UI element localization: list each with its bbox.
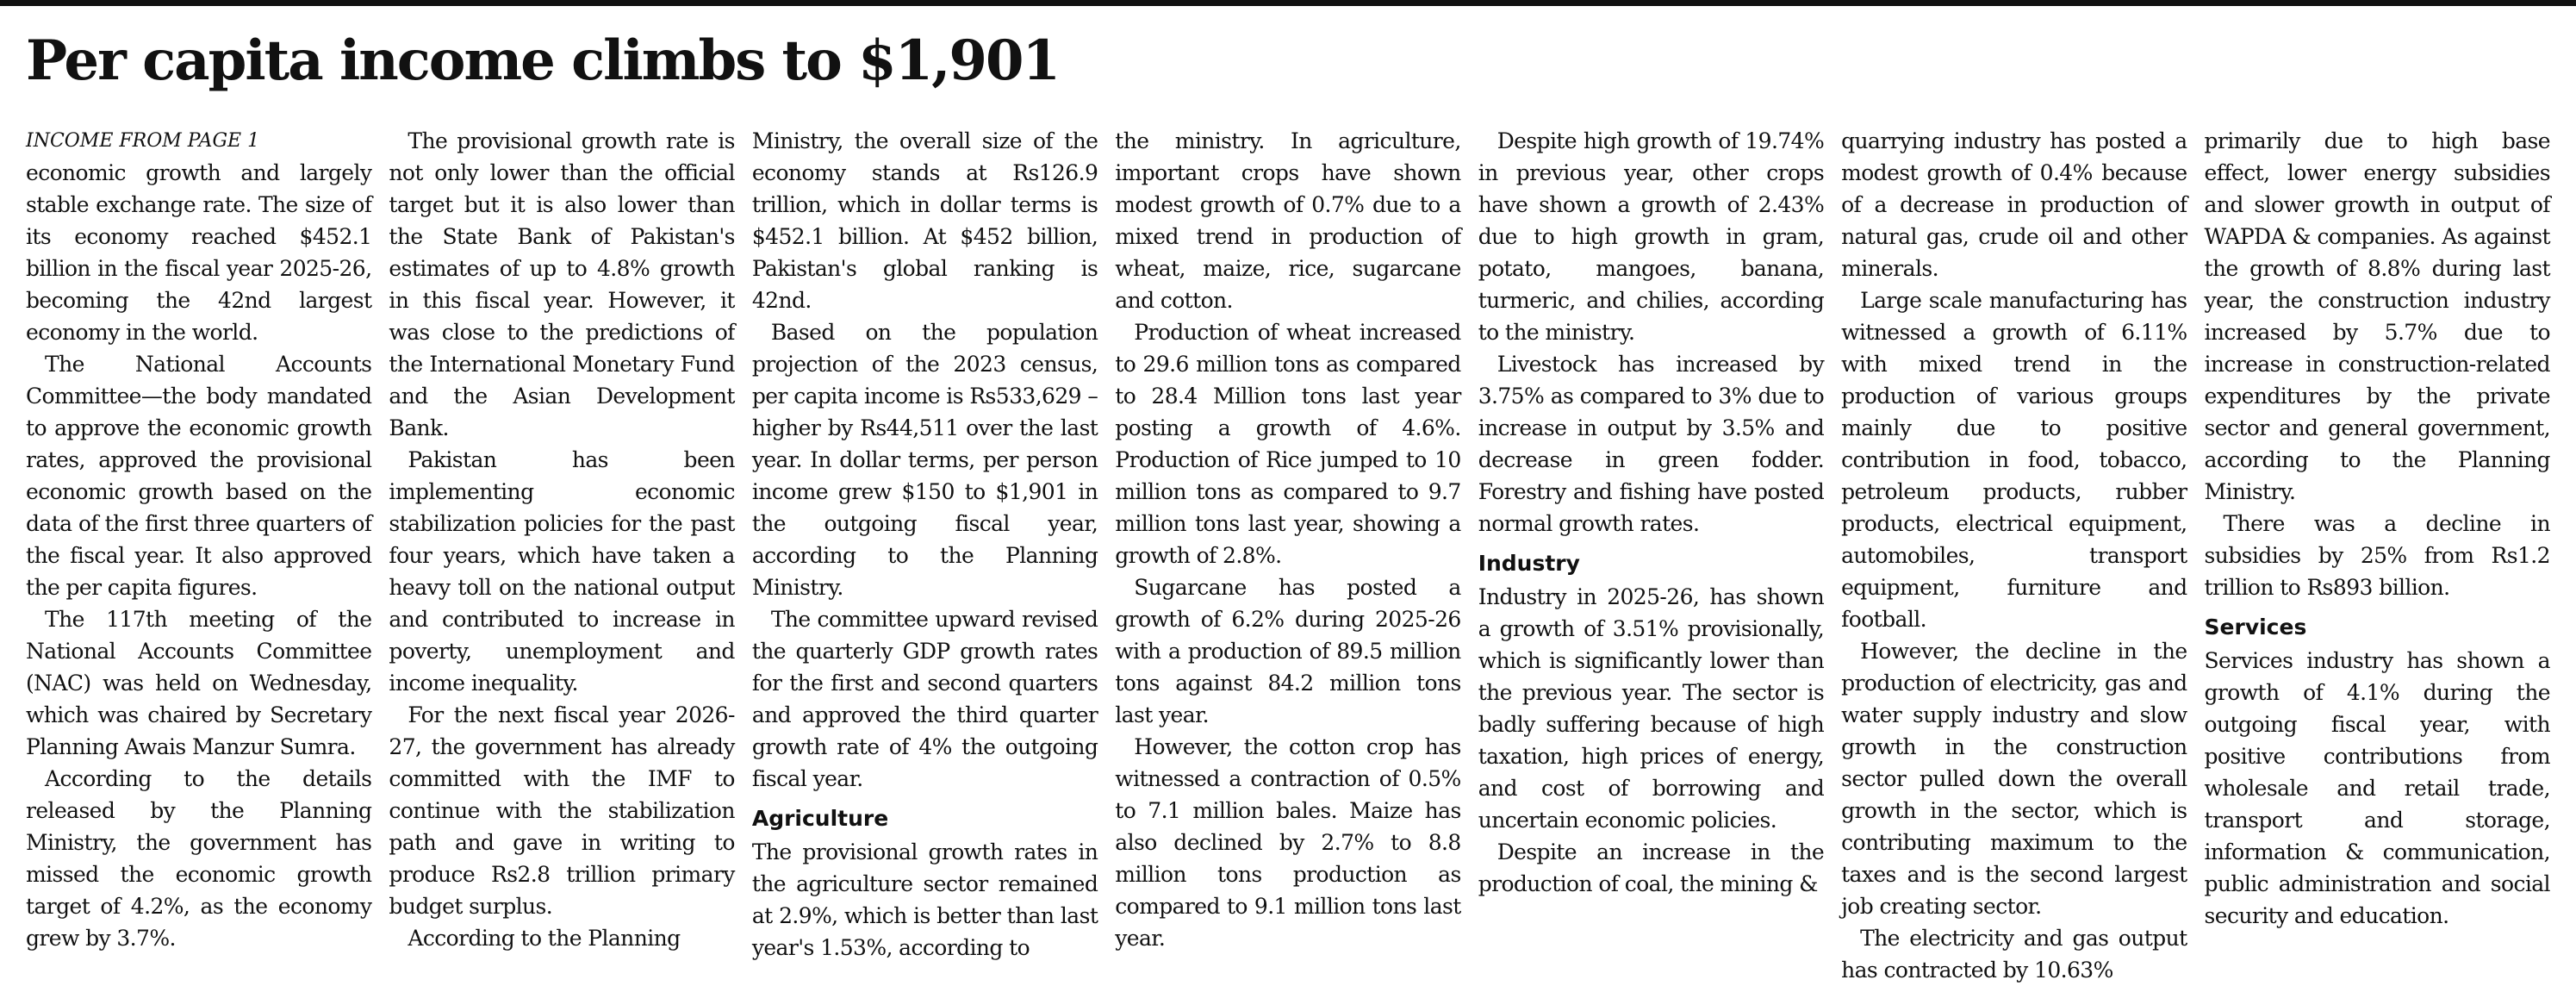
article-paragraph: Production of wheat increased to 29.6 million tons as compared to 28.4 Million tons last year posting a growth of 4.6%. Production of Rice jumped to 10 million tons as compared to 9.7 million tons last year, showing a growth of 2.8%. — [1115, 320, 1461, 568]
article-paragraph: The committee upward revised the quarterly GDP growth rates for the first and second quarters and approved the third quarter growth rate of 4% the outgoing fiscal year. — [751, 607, 1098, 791]
article-column-2 — [389, 125, 735, 951]
article-column-6 — [1841, 125, 2187, 983]
headline: Per capita income climbs to $1,901 — [26, 28, 1059, 93]
article-paragraph: the ministry. In agriculture, important crops have shown modest growth of 0.7% due to a mixed trend in production of wheat, maize, rice, sugarcane and cotton. — [1115, 128, 1461, 313]
article-column-4 — [1115, 125, 1461, 951]
article-paragraph: There was a decline in subsidies by 25% from Rs1.2 trillion to Rs893 billion. — [2204, 511, 2550, 600]
article-paragraph: The provisional growth rates in the agriculture sector remained at 2.9%, which is better than last year's 1.53%, according to — [751, 839, 1098, 960]
top-rule — [0, 0, 2576, 6]
article-paragraph: Services industry has shown a growth of 4.1% during the outgoing fiscal year, with positive contributions from wholesale and retail trade, transport and storage, information & communication, public administration and social security and education. — [2204, 648, 2550, 928]
article-paragraph: Based on the population projection of the 2023 census, per capita income is Rs533,629 – higher by Rs44,511 over the last year. In dollar terms, per person income grew $150 to $1,901 in the outgoing fiscal year, according to the Planning Ministry. — [751, 320, 1098, 600]
article-columns — [26, 125, 2550, 983]
section-subhead: Services — [2204, 615, 2307, 640]
article-paragraph: Large scale manufacturing has witnessed a growth of 6.11% with mixed trend in the production of various groups mainly due to positive contribution in food, tobacco, petroleum products, rubber products, electrical equipment, automobiles, transport equipment, furniture and football. — [1841, 288, 2187, 632]
article-paragraph: Sugarcane has posted a growth of 6.2% during 2025-26 with a production of 89.5 million tons against 84.2 million tons last year. — [1115, 575, 1461, 727]
article-column-3 — [751, 125, 1098, 960]
article-paragraph: The National Accounts Committee—the body mandated to approve the economic growth rates, approved the provisional economic growth based on the data of the first three quarters of the fiscal year. It also approved the per capita figures. — [26, 352, 372, 600]
article-paragraph: Industry in 2025-26, has shown a growth of 3.51% provisionally, which is significantly lower than the previous year. The sector is badly suffering because of high taxation, high prices of energy, and cost of borrowing and uncertain economic policies. — [1478, 584, 1825, 833]
article-paragraph: Ministry, the overall size of the economy stands at Rs126.9 trillion, which in dollar terms is $452.1 billion. At $452 billion, Pakistan's global ranking is 42nd. — [751, 128, 1098, 313]
article-column-5 — [1478, 125, 1824, 918]
article-paragraph: However, the decline in the production of electricity, gas and water supply industry and slow growth in the construction sector pulled down the overall growth in the sector, which is contributing maximum to the taxes and is the second largest job creating sector. — [1841, 639, 2187, 919]
article-paragraph: The electricity and gas output has contracted by 10.63% — [1841, 926, 2187, 983]
article-paragraph: Despite an increase in the production of coal, the mining & — [1478, 839, 1825, 896]
section-subhead: Agriculture — [751, 806, 889, 831]
article-column-7 — [2204, 125, 2550, 928]
article-paragraph: Livestock has increased by 3.75% as compared to 3% due to increase in output by 3.5% and decrease in green fodder. Forestry and fishing have posted normal growth rates. — [1478, 352, 1825, 536]
article-paragraph: The 117th meeting of the National Accounts Committee (NAC) was held on Wednesday, which was chaired by Secretary Planning Awais Manzur Sumra. — [26, 607, 372, 759]
article-paragraph: Despite high growth of 19.74% in previous year, other crops have shown a growth of 2.43% due to high growth in gram, potato, mangoes, banana, turmeric, and chilies, according to the ministry. — [1478, 128, 1825, 345]
article-paragraph: Pakistan has been implementing economic stabilization policies for the past four years, which have taken a heavy toll on the national output and contributed to increase in poverty, unemployment and income inequality. — [389, 447, 735, 696]
continuation-kicker: INCOME FROM PAGE 1 — [26, 130, 260, 152]
article-paragraph: According to the Planning — [408, 926, 681, 951]
article-paragraph: The provisional growth rate is not only lower than the official target but it is also lower than the State Bank of Pakistan's estimates of up to 4.8% growth in this fiscal year. However, it was close to the predictions of the International Monetary Fund and the Asian Development Bank. — [389, 128, 735, 440]
article-paragraph: However, the cotton crop has witnessed a contraction of 0.5% to 7.1 million bales. Maize has also declined by 2.7% to 8.8 million tons production as compared to 9.1 million tons last year. — [1115, 734, 1461, 951]
article-paragraph: primarily due to high base effect, lower energy subsidies and slower growth in output of WAPDA & companies. As against the growth of 8.8% during last year, the construction industry increased by 5.7% due to increase in construction-related expenditures by the private sector and general government, according to the Planning Ministry. — [2204, 128, 2550, 504]
section-subhead: Industry — [1478, 551, 1580, 576]
article-column-1 — [26, 125, 372, 951]
article-paragraph: quarrying industry has posted a modest growth of 0.4% because of a decrease in production of natural gas, crude oil and other minerals. — [1841, 128, 2187, 281]
article-paragraph: According to the details released by the Planning Ministry, the government has missed the economic growth target of 4.2%, as the economy grew by 3.7%. — [26, 766, 372, 951]
article-paragraph: economic growth and largely stable exchange rate. The size of its economy reached $452.1 billion in the fiscal year 2025-26, becoming the 42nd largest economy in the world. — [26, 160, 372, 345]
article-paragraph: For the next fiscal year 2026-27, the government has already committed with the IMF to continue with the stabilization path and gave in writing to produce Rs2.8 trillion primary budget surplus. — [389, 702, 735, 919]
